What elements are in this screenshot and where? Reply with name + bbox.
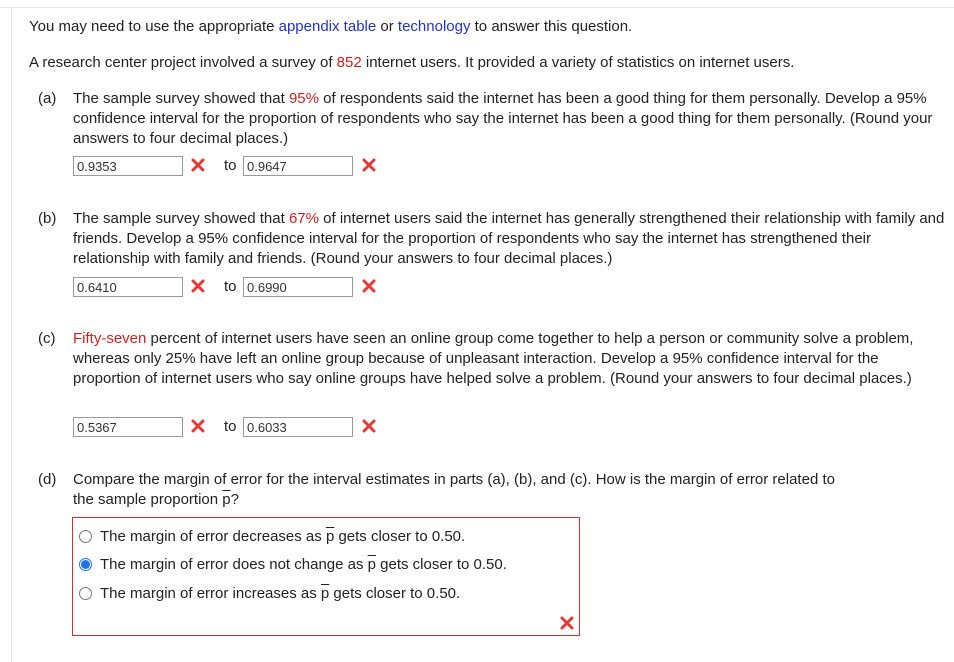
instruction-suffix: to answer this question. xyxy=(470,18,633,35)
part-d-label: (d) xyxy=(38,471,57,488)
part-d-line2 xyxy=(73,490,948,510)
part-b-question xyxy=(73,209,948,269)
statement-text: A research center project involved a survey of xyxy=(29,54,337,71)
part-c-label: (c) xyxy=(38,330,56,347)
radio-button[interactable] xyxy=(79,587,92,600)
statement-suffix: internet users. It provided a variety of statistics on internet users. xyxy=(361,54,795,71)
part-a-text-pre: The sample survey showed that xyxy=(73,90,289,107)
incorrect-x-icon xyxy=(362,158,376,172)
option-text: The margin of error decreases as xyxy=(100,528,326,545)
radio-button-selected[interactable] xyxy=(79,558,92,571)
radio-button[interactable] xyxy=(79,530,92,543)
option-text-end: gets closer to 0.50. xyxy=(329,585,461,602)
part-b-to-label: to xyxy=(224,278,237,295)
incorrect-x-icon xyxy=(191,279,205,293)
p-bar-symbol: $\overline{p}$ xyxy=(222,491,231,508)
option-text-end: gets closer to 0.50. xyxy=(334,528,466,545)
part-a-lower-input[interactable]: 0.9353 xyxy=(73,156,183,176)
instruction-text: You may need to use the appropriate xyxy=(29,18,279,35)
part-c-percent-words: Fifty-seven xyxy=(73,330,147,347)
part-a-upper-input[interactable]: 0.9647 xyxy=(243,156,353,176)
incorrect-x-icon xyxy=(191,419,205,433)
part-d-line1: Compare the margin of error for the interval estimates in parts (a), (b), and (c). How is the margin of error related to xyxy=(73,471,835,488)
part-b-text-pre: The sample survey showed that xyxy=(73,210,289,227)
technology-link[interactable]: technology xyxy=(397,18,471,35)
part-b-lower-input[interactable]: 0.6410 xyxy=(73,277,183,297)
incorrect-x-icon xyxy=(560,616,574,630)
incorrect-x-icon xyxy=(191,158,205,172)
option-text-end: gets closer to 0.50. xyxy=(376,556,507,573)
part-c-to-label: to xyxy=(224,418,237,435)
incorrect-x-icon xyxy=(362,419,376,433)
part-b-upper-input[interactable]: 0.6990 xyxy=(243,277,353,297)
part-a-percent: 95% xyxy=(288,90,319,107)
part-b-label: (b) xyxy=(38,210,57,227)
part-a-to-label: to xyxy=(224,157,237,174)
part-a-question xyxy=(73,89,948,149)
part-a-text-post: of respondents said the internet has been a good thing for them personally. Develop a 95% confidence interval for the proportion of respondents who say the internet has been a good thing for them personally. (Round your answers to four decimal places.) xyxy=(73,90,933,147)
p-bar-symbol: $\overline{p}$ xyxy=(367,556,376,573)
part-c-question xyxy=(73,329,948,389)
option-label xyxy=(100,527,465,547)
p-bar-symbol: $\overline{p}$ xyxy=(320,585,330,602)
part-c-upper-input[interactable]: 0.6033 xyxy=(243,417,353,437)
left-divider xyxy=(11,8,12,662)
option-text: The margin of error increases as xyxy=(100,585,321,602)
p-bar-symbol: $\overline{p}$ xyxy=(325,528,335,545)
problem-statement xyxy=(29,53,794,73)
instruction-or: or xyxy=(376,18,398,35)
part-d-line2-text: the sample proportion xyxy=(73,491,223,508)
survey-size: 852 xyxy=(336,54,362,71)
part-d-question xyxy=(73,470,948,510)
option-label xyxy=(100,584,460,604)
option-text: The margin of error does not change as xyxy=(100,556,368,573)
part-b-text-post: of internet users said the internet has generally strengthened their relationship with family and friends. Develop a 95% confidence interval for the proportion of respondents who say the internet has strengthened their relationship with family and friends. (Round your answers to four decimal places.) xyxy=(73,210,945,267)
appendix-table-link[interactable]: appendix table xyxy=(278,18,377,35)
answer-options-group xyxy=(72,517,580,636)
option-label xyxy=(100,555,507,575)
part-c-lower-input[interactable]: 0.5367 xyxy=(73,417,183,437)
part-c-text-post: percent of internet users have seen an online group come together to help a person or community solve a problem, whereas only 25% have left an online group because of unpleasant interaction. Develop a 95% confidence interval for the proportion of internet users who say online groups have helped solve a problem. (Round your answers to four decimal places.) xyxy=(73,330,914,387)
incorrect-x-icon xyxy=(362,279,376,293)
top-divider xyxy=(0,7,954,8)
instruction-line xyxy=(29,17,632,37)
part-a-label: (a) xyxy=(38,90,57,107)
part-d-line2-end: ? xyxy=(230,491,239,508)
part-b-percent: 67% xyxy=(288,210,319,227)
